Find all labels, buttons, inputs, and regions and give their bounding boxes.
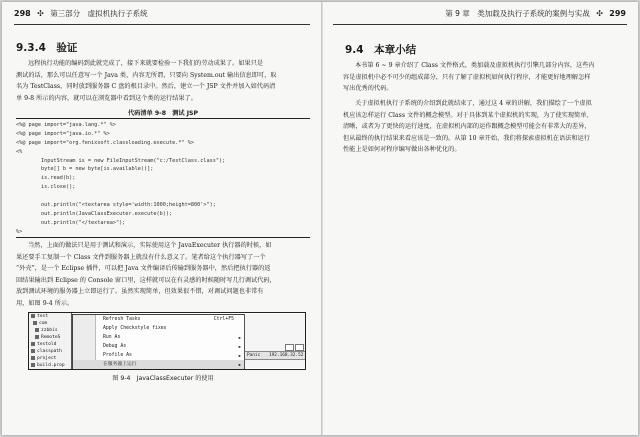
console-button <box>285 344 294 351</box>
code-line: <% <box>16 148 23 155</box>
package-icon <box>33 321 37 325</box>
text-line: 容是虚拟机中必不可少的组成部分，只有了解了虚拟机如何执行程序，才能更好地理解怎样 <box>343 73 591 81</box>
text-line: 机应该怎样运行 Class 文件的概念模型。对于具体到某个虚拟机的实现，为了使实现简单、 <box>343 111 593 119</box>
code-line <box>16 192 310 201</box>
left-header-rule <box>14 24 310 25</box>
summary-paragraph-1 <box>343 60 629 95</box>
right-page-number: 299 <box>609 9 626 18</box>
section-title-summary: 9.4 本章小结 <box>345 44 417 56</box>
part-title: 第三部分 虚拟机执行子系统 <box>50 9 148 18</box>
verify-paragraph <box>16 58 310 104</box>
code-line: byte[] b = new byte[is.available()]; <box>16 166 154 173</box>
code-line: out.println("<textarea style='width:1000;height=800'>"); <box>16 202 216 209</box>
text-line: 本书第 6 ~ 9 章介绍了 Class 文件格式、类加载及虚拟机执行引擎几部分内容，这些内 <box>355 62 595 69</box>
left-page-header <box>14 8 148 22</box>
tree-item: com <box>29 320 71 327</box>
tree-item: RemoteS <box>29 334 71 341</box>
text-line: 放到测试环境的服务器上立即运行了。虽然实现简单，但效果很不错，对调试问题也非常有 <box>16 288 264 296</box>
console-status-left: Panic <box>247 353 261 358</box>
menu-item-refresh-tasks: Refresh Tasks Ctrl+F5 <box>103 317 234 322</box>
submenu-arrow-icon: ▶ <box>238 344 241 349</box>
text-line: 远程执行功能的编码到此就完成了，接下来就要检验一下我们的劳动成果了。如果只是 <box>28 60 264 67</box>
text-line: 但从最终的执行结果来看应该是一致的。从第 10 章开始，我们将探索虚拟机在语法和运行 <box>343 134 590 142</box>
text-line: 果还要手工复制一个 Class 文件到服务器上就没有什么意义了。笔者给这个执行器写了一个 <box>16 253 266 261</box>
code-line: out.println(JavaClassExecuter.execute(b)); <box>16 210 173 217</box>
tree-item: test <box>29 313 71 320</box>
package-icon <box>35 328 39 332</box>
folder-icon <box>31 342 35 346</box>
left-page-number: 298 <box>14 9 31 18</box>
text-line: 写出优秀的代码。 <box>343 85 393 93</box>
menu-item-run-as: Run As ▶ <box>103 335 241 340</box>
eclipse-screenshot-figure <box>28 312 306 370</box>
code-listing <box>16 118 310 238</box>
console-pane <box>244 314 305 368</box>
header-ornament-icon: ✣ <box>596 9 603 18</box>
chapter-title: 第 9 章 类加载及执行子系统的案例与实战 <box>445 9 590 18</box>
submenu-arrow-icon: ▶ <box>238 362 241 367</box>
menu-item-profile-as: Profile As ▶ <box>103 353 241 358</box>
menu-item-debug-as: Debug As ▶ <box>103 344 241 349</box>
text-line: 测试的话，那么可以任意写一个 Java 类，内容无所谓，只要向 System.out 输出信息即可，取 <box>16 71 277 79</box>
right-page-header <box>445 8 626 22</box>
summary-paragraph-2 <box>343 98 629 156</box>
menu-item-run-on-server: 在服务器上运行 ▶ <box>73 360 244 369</box>
file-icon <box>35 335 39 339</box>
executor-paragraph <box>16 240 310 310</box>
book-spread <box>2 2 638 435</box>
code-line: <%@ page import="java.io.*" %> <box>16 130 110 137</box>
text-line: 回结果输出到 Eclipse 的 Console 窗口里，这样就可以在有灵感的时候随时写几行调试代码， <box>16 276 276 284</box>
console-status-right: 192.168.32.52 <box>269 353 304 358</box>
text-line: 清晰，或者为了更快的运行速度，在虚拟机内部的运作跟概念模型可能会有非常大的差异， <box>343 123 591 131</box>
console-button <box>295 344 304 351</box>
tree-item: testold <box>29 341 71 348</box>
tree-item: build.prop <box>29 362 71 369</box>
submenu-arrow-icon: ▶ <box>238 353 241 358</box>
right-header-rule <box>333 24 627 25</box>
left-page <box>2 2 321 435</box>
menu-item-checkstyle: Apply Checkstyle fixes <box>103 326 167 331</box>
tree-item: zzbbis <box>29 327 71 334</box>
tree-item: classpath <box>29 348 71 355</box>
code-line: <%@ page import="org.fenixsoft.classloading.execute.*" %> <box>16 139 195 146</box>
text-line: 单 9-8 所示的内容，就可以在浏览器中看到这个类的运行结果了。 <box>16 94 197 102</box>
folder-icon <box>31 314 35 318</box>
code-line: is.read(b); <box>16 175 76 182</box>
file-icon <box>31 356 35 360</box>
section-title-verify: 9.3.4 验证 <box>16 42 78 54</box>
right-page <box>323 2 638 435</box>
text-line: 用，如图 9-4 所示。 <box>16 299 74 307</box>
submenu-arrow-icon: ▶ <box>238 335 241 340</box>
code-line: out.println("</textarea>"); <box>16 219 126 226</box>
code-line: %> <box>16 228 23 235</box>
code-line: <%@ page import="java.lang.*" %> <box>16 122 116 128</box>
tree-item: project <box>29 355 71 362</box>
code-listing-caption: 代码清单 9-8 测试 JSP <box>127 110 199 117</box>
context-menu <box>72 314 245 370</box>
header-ornament-icon: ✣ <box>37 9 44 18</box>
file-icon <box>31 349 35 353</box>
text-line: 关于虚拟机执行子系统的介绍到此就结束了，通过这 4 章的讲解，我们描绘了一个虚拟 <box>355 100 592 107</box>
console-status-bar <box>245 351 305 360</box>
text-line: 当然，上面的做法只是用于测试和演示，实际使用这个 JavaExecuter 执行器的时候，如 <box>28 242 272 249</box>
code-line: is.close(); <box>16 184 76 191</box>
text-line: “外壳”，是一个 Eclipse 插件，可以把 Java 文件编译后传输到服务器中，然后把执行器的返 <box>16 265 271 273</box>
code-line: InputStream is = new FileInputStream("c:/TestClass.class"); <box>16 157 226 164</box>
figure-caption: 图 9-4 JavaClassExecuter 的使用 <box>112 375 214 382</box>
project-explorer-tree <box>29 313 72 369</box>
file-icon <box>31 363 35 367</box>
text-line: 性能上是如何对程序编写做出各种优化的。 <box>343 146 461 154</box>
text-line: 名为 TestClass，同时放到服务器 C 盘的根目录中。然后，建立一个 JSP 文件并加入如代码清 <box>16 83 276 91</box>
